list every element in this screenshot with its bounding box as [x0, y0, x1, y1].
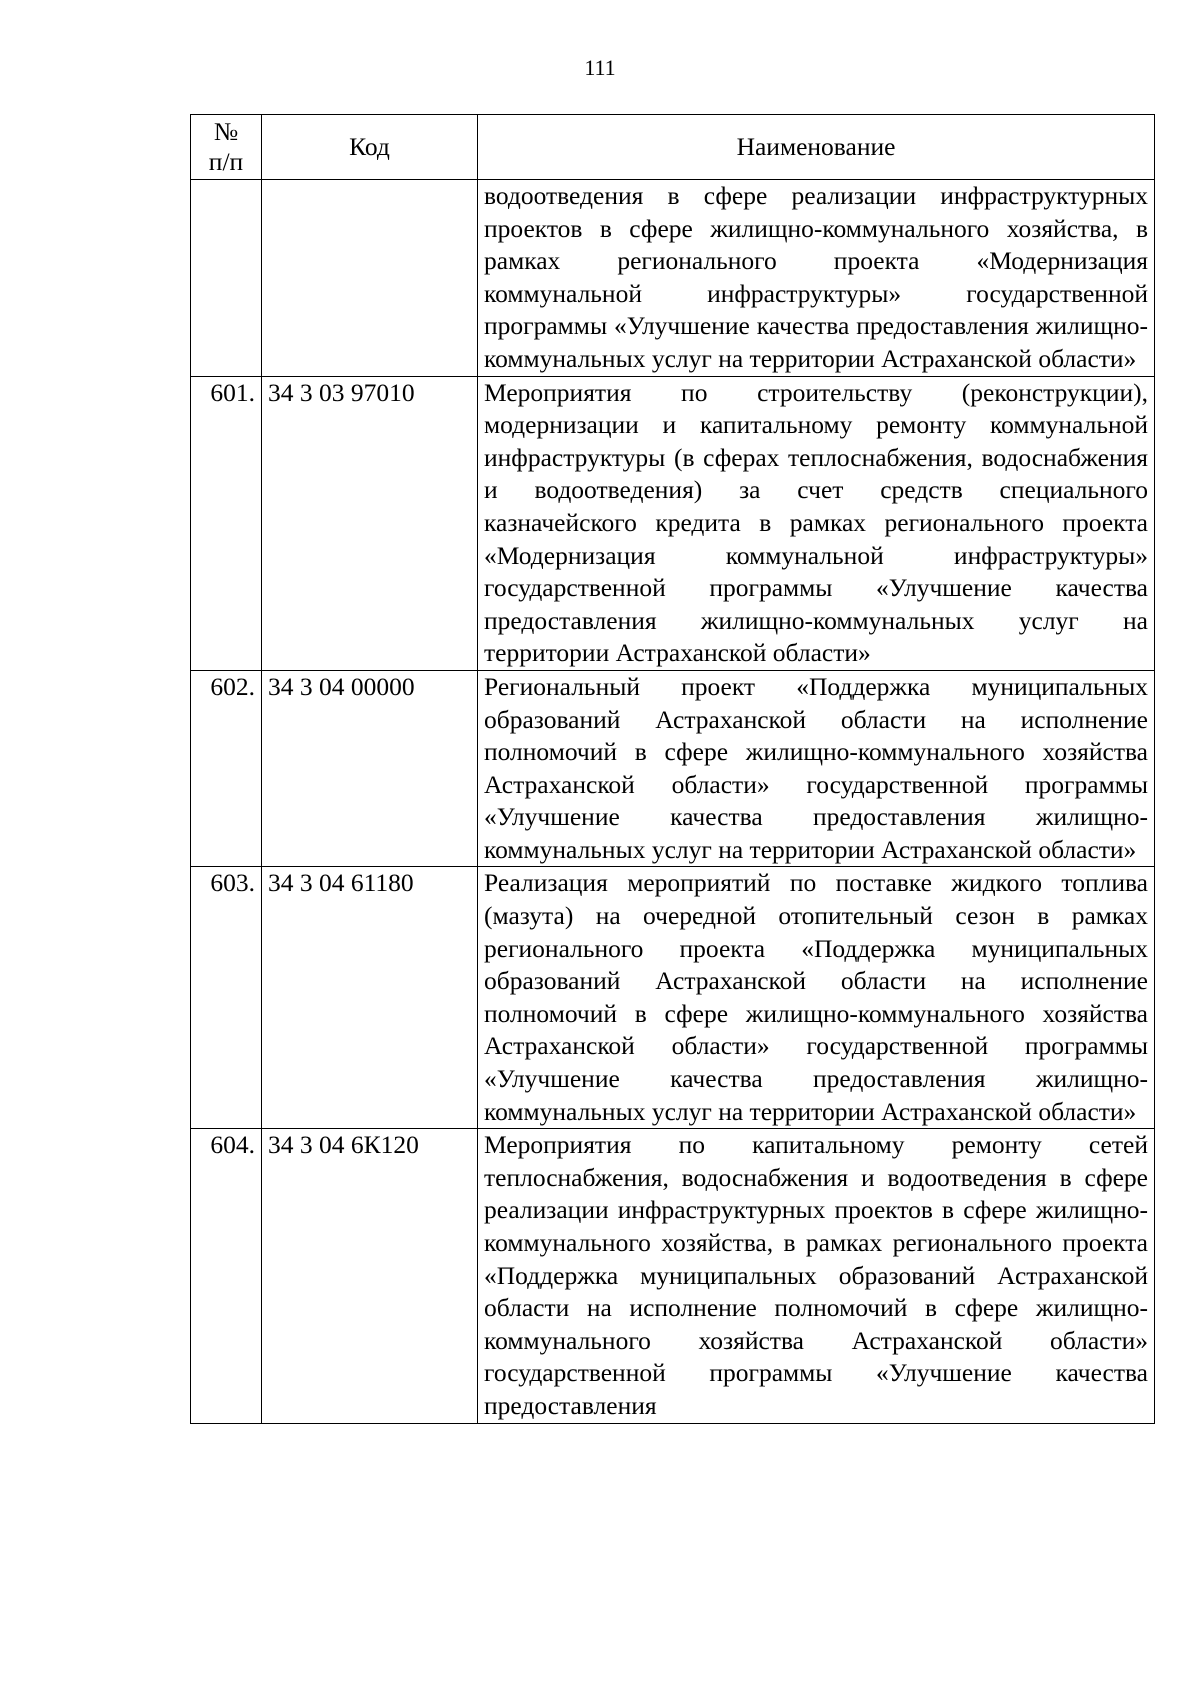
- row-code: 34 3 04 61180: [262, 867, 478, 1129]
- row-code: 34 3 03 97010: [262, 376, 478, 670]
- header-number: [191, 115, 262, 180]
- table-row: [191, 1129, 1155, 1423]
- row-name-text: Мероприятия по строительству (реконструкции), модернизации и капитальному ремонту коммунальной инфраструктуры (в сферах теплоснабжения, водоснабжения и водоотведения) за счет средств специального казначейского кредита в рамках регионального проекта «Модернизация коммунальной инфраструктуры» государственной программы «Улучшение качества предоставления жилищно-коммунальных услуг на территории Астраханской области»: [484, 377, 1148, 668]
- header-number-symbol: №: [213, 117, 239, 146]
- table-row: [191, 376, 1155, 670]
- row-number: 602.: [191, 670, 262, 867]
- row-name-text: водоотведения в сфере реализации инфраструктурных проектов в сфере жилищно-коммунального хозяйства, в рамках регионального проекта «Модернизация коммунальной инфраструктуры» государственной программы «Улучшение качества предоставления жилищно-коммунальных услуг на территории Астраханской области»: [484, 181, 1148, 373]
- table-row: [191, 670, 1155, 867]
- row-name: [478, 1129, 1155, 1423]
- row-number: 604.: [191, 1129, 262, 1423]
- row-code: 34 3 04 00000: [262, 670, 478, 867]
- row-code: 34 3 04 6К120: [262, 1129, 478, 1423]
- row-number: 601.: [191, 376, 262, 670]
- row-name-text: Реализация мероприятий по поставке жидкого топлива (мазута) на очередной отопительный сезон в рамках регионального проекта «Поддержка муниципальных образований Астраханской области на исполнение полномочий в сфере жилищно-коммунального хозяйства Астраханской области» государственной программы «Улучшение качества предоставления жилищно-коммунальных услуг на территории Астраханской области»: [484, 868, 1148, 1126]
- registry-table: [190, 114, 1155, 1424]
- table-header-row: [191, 115, 1155, 180]
- row-name: [478, 180, 1155, 377]
- table-row: [191, 867, 1155, 1129]
- row-number: 603.: [191, 867, 262, 1129]
- row-name-text: Мероприятия по капитальному ремонту сетей теплоснабжения, водоснабжения и водоотведения в сфере реализации инфраструктурных проектов в сфере жилищно-коммунального хозяйства, в рамках регионального проекта «Поддержка муниципальных образований Астраханской области на исполнение полномочий в сфере жилищно-коммунального хозяйства Астраханской области» государственной программы «Улучшение качества предоставления: [484, 1130, 1148, 1420]
- header-name: Наименование: [478, 115, 1155, 180]
- header-number-abbrev: п/п: [208, 147, 244, 176]
- row-name: [478, 670, 1155, 867]
- row-code: [262, 180, 478, 377]
- row-name-text: Региональный проект «Поддержка муниципальных образований Астраханской области на исполнение полномочий в сфере жилищно-коммунального хозяйства Астраханской области» государственной программы «Улучшение качества предоставления жилищно-коммунальных услуг на территории Астраханской области»: [484, 671, 1148, 864]
- page-number: 111: [584, 55, 616, 80]
- row-name: [478, 376, 1155, 670]
- table-row: [191, 180, 1155, 377]
- row-name: [478, 867, 1155, 1129]
- header-code: Код: [262, 115, 478, 180]
- row-number: [191, 180, 262, 377]
